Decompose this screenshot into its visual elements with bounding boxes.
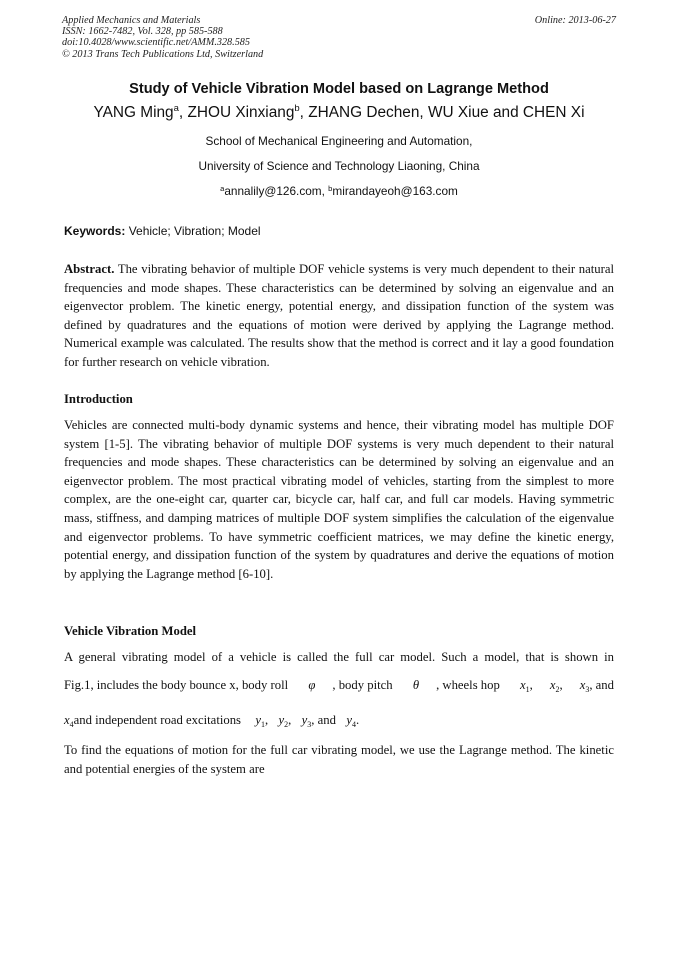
doi-line: doi:10.4028/www.scientific.net/AMM.328.585 xyxy=(62,37,250,49)
math-var: x xyxy=(64,713,70,727)
math-subscript: 2 xyxy=(284,720,289,729)
math-subscript: 1 xyxy=(525,685,530,694)
text-run: and independent road excitations xyxy=(73,713,241,727)
issn-line: ISSN: 1662-7482, Vol. 328, pp 585-588 xyxy=(62,26,223,38)
comma: , xyxy=(529,678,533,692)
section-heading-introduction: Introduction xyxy=(64,392,133,406)
keywords-text: Vehicle; Vibration; Model xyxy=(125,224,261,238)
author-name: , ZHOU Xinxiang xyxy=(178,104,295,121)
comma: , xyxy=(264,713,269,727)
author-names-rest: , ZHANG Dechen, WU Xiue and CHEN Xi xyxy=(299,104,585,121)
math-x1 xyxy=(520,678,533,694)
and-text: , and xyxy=(589,678,614,692)
math-var: x xyxy=(520,678,526,692)
email-superscript: b xyxy=(328,184,333,193)
and-text: , and xyxy=(311,713,336,727)
theta-symbol: θ xyxy=(412,678,420,692)
model-paragraph-line-3 xyxy=(64,713,614,729)
lagrange-paragraph: To find the equations of motion for the full car vibrating model, we use the Lagrange method. The kinetic and potential energies of the system are xyxy=(64,743,614,776)
math-subscript: 1 xyxy=(260,720,265,729)
phi-symbol: φ xyxy=(308,678,316,692)
affiliation-line-1: School of Mechanical Engineering and Automation, xyxy=(205,134,473,148)
math-var: y xyxy=(278,713,285,727)
text-run: , wheels hop xyxy=(436,678,504,692)
author-superscript: b xyxy=(294,103,300,114)
journal-name: Applied Mechanics and Materials xyxy=(62,15,201,26)
math-var: x xyxy=(549,678,556,692)
math-var: x xyxy=(579,678,586,692)
text-run: , body pitch xyxy=(332,678,396,692)
math-subscript: 3 xyxy=(585,685,590,694)
abstract-label: Abstract. xyxy=(64,262,115,276)
keywords xyxy=(64,224,261,238)
online-date: Online: 2013-06-27 xyxy=(534,15,616,26)
math-var: y xyxy=(346,713,352,727)
math-subscript: 4 xyxy=(351,720,356,729)
model-paragraph-line-2 xyxy=(64,678,614,694)
section-heading-vehicle-model: Vehicle Vibration Model xyxy=(64,624,197,638)
author-superscript: a xyxy=(173,103,179,114)
math-subscript: 2 xyxy=(555,685,560,694)
email-superscript: a xyxy=(220,184,225,193)
author-name: YANG Ming xyxy=(93,104,174,121)
email-line xyxy=(0,184,678,198)
comma: , xyxy=(288,713,292,727)
journal-header xyxy=(62,15,263,60)
model-paragraph-line-1: A general vibrating model of a vehicle is called the full car model. Such a model, that is shown in xyxy=(64,650,614,664)
period: . xyxy=(355,713,360,727)
paper-title: Study of Vehicle Vibration Model based on Lagrange Method xyxy=(129,81,549,97)
math-subscript: 3 xyxy=(307,720,312,729)
math-var: y xyxy=(301,713,308,727)
email-link[interactable]: annalily@126.com, xyxy=(224,184,329,198)
text-run: Fig.1, includes the body bounce x, body roll xyxy=(64,678,292,692)
email-link[interactable]: mirandayeoh@163.com xyxy=(332,184,458,198)
comma: , xyxy=(559,678,563,692)
abstract-paragraph xyxy=(64,260,614,372)
math-subscript: 4 xyxy=(69,720,74,729)
math-x3 xyxy=(580,678,614,694)
math-x2 xyxy=(550,678,563,694)
introduction-paragraph: Vehicles are connected multi-body dynamic systems and hence, their vibrating model has multiple DOF system [1-5]. The vibrating behavior of multiple DOF systems is very much dependent to their natural frequencies and mode shapes. These characteristics can be determined by solving an eigenvalue and an eigenvector problem. The most practical vibrating model of vehicles, starting from the simplest to more complex, are the one-eight car, quarter car, bicycle car, half car, and full car models. Having symmetric mass, stiffness, and damping matrices of multiple DOF system simplifies the calculation of the eigenvalue and eigenvector problems. To have symmetric coefficient matrices, we may define the kinetic energy, potential energy, and dissipation function of the system by quadratures and derive the equations of motion by applying the Lagrange method [6-10]. xyxy=(64,418,614,581)
affiliation-line-2: University of Science and Technology Liaoning, China xyxy=(198,159,480,173)
author-list xyxy=(0,104,678,122)
math-var: y xyxy=(255,713,261,727)
keywords-label: Keywords: xyxy=(64,224,126,238)
copyright-line: © 2013 Trans Tech Publications Ltd, Switzerland xyxy=(62,48,264,60)
abstract-text: The vibrating behavior of multiple DOF vehicle systems is very much dependent to their natural frequencies and mode shapes. These characteristics can be determined by solving an eigenvalue and an eigenvector problem. The kinetic energy, potential energy, and dissipation function of the system was defined by quadratures and the equations of motion were derived by applying the Lagrange method. Numerical example was calculated. The results show that the method is correct and it lay a good foundation for further research on vehicle vibration. xyxy=(64,262,614,369)
